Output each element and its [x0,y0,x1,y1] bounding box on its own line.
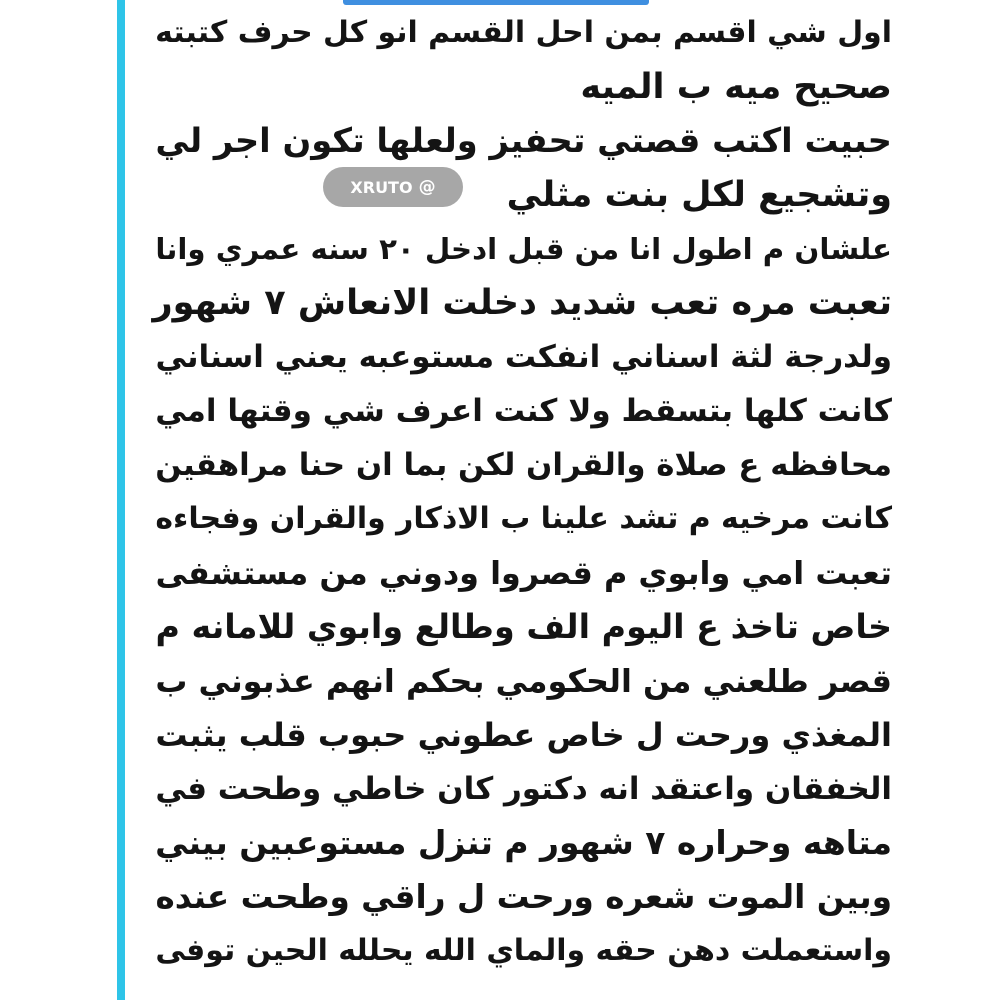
text-line: تعبت مره تعب شديد دخلت الانعاش ٧ شهور [152,283,892,323]
top-tab-edge [343,0,649,5]
watermark-handle: XRUTO [350,177,413,197]
text-line: الخفقان واعتقد انه دكتور كان خاطي وطحت في [155,771,892,807]
text-line: وبين الموت شعره ورحت ل راقي وطحت عنده [155,878,892,916]
text-line: كانت مرخيه م تشد علينا ب الاذكار والقران وفجاءه [155,501,892,536]
text-line: واستعملت دهن حقه والماي الله يحلله الحين توفى [155,933,892,968]
at-icon: @ [418,177,436,197]
text-line: اول شي اقسم بمن احل القسم انو كل حرف كتبته [155,15,892,50]
text-line: ولدرجة لثة اسناني انفكت مستوعبه يعني اسناني [155,339,892,375]
text-line: حبيت اكتب قصتي تحفيز ولعلها تكون اجر لي [155,121,892,160]
text-line: خاص تاخذ ع اليوم الف وطالع وابوي للامانه م [155,607,892,646]
text-line: صحيح ميه ب الميه [580,67,892,107]
text-line: محافظه ع صلاة والقران لكن بما ان حنا مراهقين [155,447,892,483]
text-line: المغذي ورحت ل خاص عطوني حبوب قلب يثبت [155,716,892,754]
text-line: قصر طلعني من الحكومي بحكم انهم عذبوني ب [155,662,892,700]
text-line: وتشجيع لكل بنت مثلي [506,175,892,215]
accent-bar [117,0,125,1000]
text-line: كانت كلها بتسقط ولا كنت اعرف شي وقتها امي [155,393,892,429]
story-text [140,6,892,978]
text-line: متاهه وحراره ٧ شهور م تنزل مستوعبين بيني [155,823,892,862]
text-line: تعبت امي وابوي م قصروا ودوني من مستشفى [155,554,892,592]
text-line: علشان م اطول انا من قبل ادخل ٢٠ سنه عمري وانا [155,232,892,266]
watermark-badge [323,167,463,207]
